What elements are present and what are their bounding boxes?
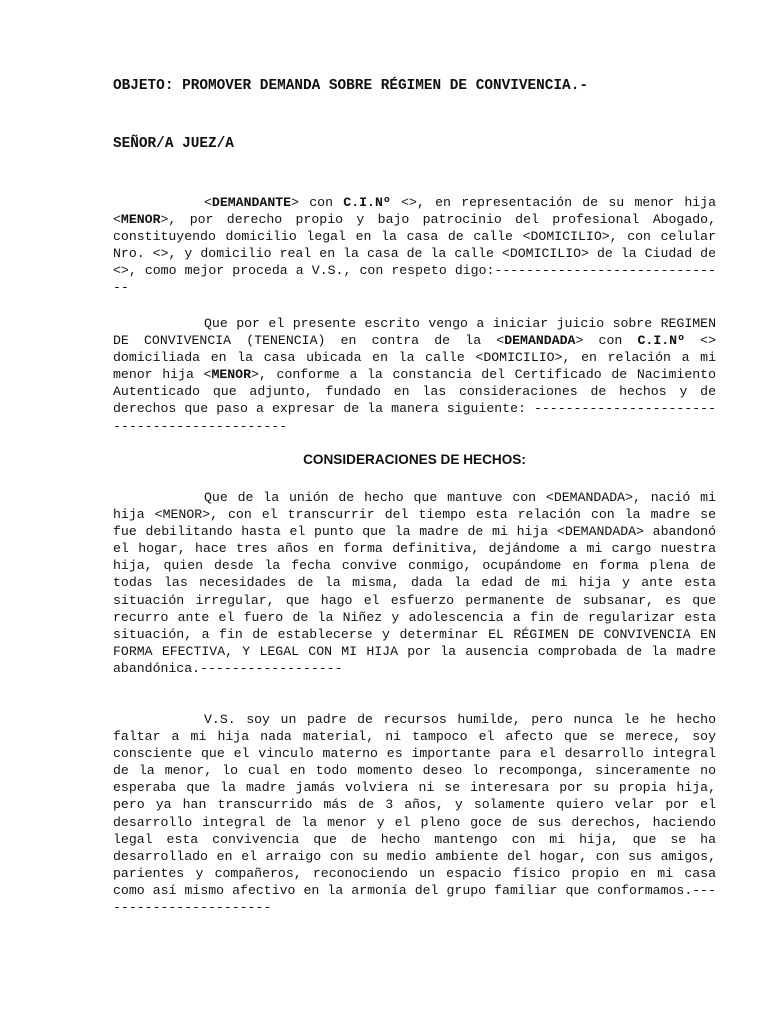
menor-placeholder: MENOR	[211, 367, 252, 383]
demandante-placeholder: DEMANDANTE	[211, 195, 292, 210]
ci-label: C.I.Nº	[637, 333, 685, 349]
paragraph-hechos-1: Que de la unión de hecho que mantuve con <DEMANDADA>, nació mi hija <MENOR>, con el transcurrir del tiempo esta relación con la madre se fue debilitando hasta el punto que la madre de mi hija <DEMANDADA> abandonó el hogar, hace tres años en forma definitiva, dejándome a mi cargo nuestra hija, quien desde la fecha convive conmigo, ocupándome en forma plena de todas las necesidades de la misma, dada la edad de mi hija y ante esta situación irregular, que hago el esfuerzo permanente de subsanar, es que recurro ante el fuero de la Niñez y adolescencia a fin de regularizar esta situación, a fin de establecerse y determinar EL RÉGIMEN DE CONVIVENCIA EN FORMA EFECTIVA, Y LEGAL CON MI HIJA por la ausencia comprobada de la madre abandónica.------------------	[113, 490, 717, 676]
section-heading-hechos: CONSIDERACIONES DE HECHOS:	[303, 452, 526, 467]
paragraph-hechos-2: V.S. soy un padre de recursos humilde, pero nunca le he hecho faltar a mi hija nada material, ni tampoco el afecto que se merece, soy consciente que el vinculo materno es importante para el desarrollo integral de la menor, lo cual en todo momento deseo lo recomponga, sinceramente no esperaba que la madre jamás volviera ni se interesara por su propia hija, pero ya han transcurrido más de 3 años, y solamente quiero velar por el desarrollo integral de la menor y el pleno goce de sus derechos, haciendo legal esta convivencia que de hecho mantengo con mi hija, que se ha desarrollado en el arraigo con su medio ambiente del hogar, con sus amigos, parientes y compañeros, reconociendo un espacio físico propio en mi casa como así mismo afectivo en la armonía del grupo familiar que conformamos.-----------------------	[113, 712, 716, 916]
paragraph-objeto: Que por el presente escrito vengo a iniciar juicio sobre REGIMEN DE CONVIVENCIA (TENENCIA) en contra de la <DEMANDADA> con C.I.Nº <> domiciliada en la casa ubicada en la calle <DOMICILIO>, en relación a mi menor hija <MENOR>, conforme a la constancia del Certificado de Nacimiento Autenticado que adjunto, fundado en las consideraciones de hechos y de derechos que paso a expresar de la manera siguiente: ---------------------------------------------	[113, 316, 717, 434]
paragraph-demandante: <DEMANDANTE> con C.I.Nº <>, en representación de su menor hija <MENOR>, por derecho propio y bajo patrocinio del profesional Abogado, constituyendo domicilio legal en la casa de calle <DOMICILIO>, con celular Nro. <>, y domicilio real en la casa de la calle <DOMICILIO> de la Ciudad de <>, como mejor proceda a V.S., con respeto digo:------------------------------	[113, 195, 716, 296]
demandada-placeholder: DEMANDADA	[504, 333, 576, 349]
salutation: SEÑOR/A JUEZ/A	[113, 136, 234, 152]
regimen-emphasis: EL RÉGIMEN DE CONVIVENCIA EN FORMA EFECTIVA, Y LEGAL CON MI HIJA	[113, 626, 716, 659]
document-title: OBJETO: PROMOVER DEMANDA SOBRE RÉGIMEN DE CONVIVENCIA.-	[113, 78, 588, 94]
ci-label: C.I.Nº	[343, 195, 391, 210]
menor-placeholder: MENOR	[120, 212, 161, 228]
